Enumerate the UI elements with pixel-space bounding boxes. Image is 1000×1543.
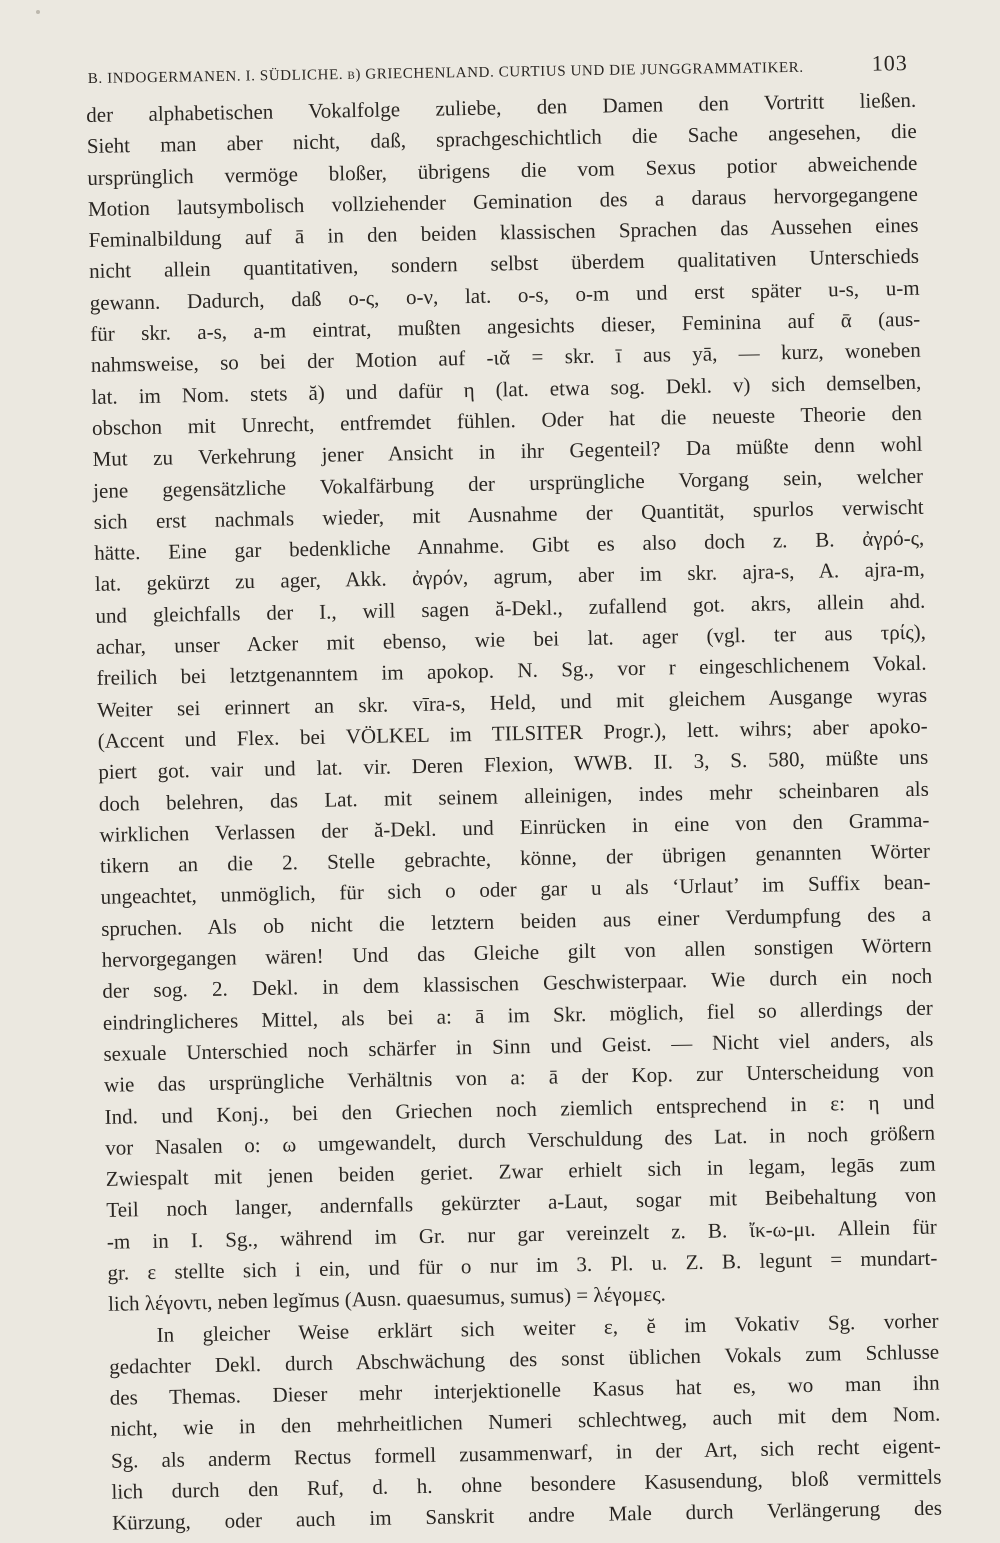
text-line: nahmsweise, so bei der Motion auf -ιᾰ = skr. ī aus yā, — kurz, woneben <box>90 338 921 378</box>
text-line: piert got. vair und lat. vir. Deren Flexion, WWB. II. 3, S. 580, müßte uns <box>98 744 929 785</box>
running-head <box>87 35 908 88</box>
text-line: lich durch den Ruf, d. h. ohne besondere Kasusendung, bloß vermittels <box>111 1464 942 1504</box>
text-line: ungeachtet, unmöglich, für sich o oder gar u als ‘Urlaut’ im Suffix bean- <box>100 870 931 910</box>
text-line: hätte. Eine gar bedenkliche Annahme. Gibt es also doch z. B. ἀγρό-ς, <box>94 525 925 566</box>
text-line: gedachter Dekl. durch Abschwächung des sonst üblichen Vokals zum Schlusse <box>108 1339 940 1379</box>
paragraph-end-line: lich λέγοντι, neben legĭmus (Ausn. quaesumus, sumus) = λέγομες. <box>107 1281 667 1317</box>
text-line: vor Nasalen ο: ω umgewandelt, durch Verschuldung des Lat. in noch größern <box>104 1120 936 1160</box>
text-line: obschon mit Unrecht, entfremdet fühlen. Oder hat die neueste Theorie den <box>91 400 923 440</box>
paragraph-start-line: In gleicher Weise erklärt sich weiter ε, ĕ im Vokativ Sg. vorher <box>156 1308 939 1347</box>
text-line: tikern an die 2. Stelle gebrachte, könne, der übrigen genannten Wörter <box>99 838 931 878</box>
text-line: lat. im Nom. stets ă) und dafür η (lat. etwa sog. Dekl. v) sich demselben, <box>91 369 922 409</box>
text-line: -m in I. Sg., während im Gr. nur gar vereinzelt z. B. ἴκ-ω-μι. Allein für <box>106 1214 938 1254</box>
text-line: der sog. 2. Dekl. in dem klassischen Geschwisterpaar. Wie durch ein noch <box>102 963 933 1004</box>
text-line: doch belehren, das Lat. mit seinem alleinigen, indes mehr scheinbaren als <box>98 776 929 816</box>
text-line: Sg. als anderm Rectus formell zusammenwarf, in der Art, sich recht eigent- <box>110 1433 942 1473</box>
text-line: hervorgegangen wären! Und das Gleiche gilt von allen sonstigen Wörtern <box>101 932 932 972</box>
text-line: ursprünglich vermöge bloßer, übrigens die vom Sexus potior abweichende <box>87 150 918 190</box>
text-line: eindringlicheres Mittel, als bei a: ā im Skr. möglich, fiel so allerdings der <box>102 995 933 1035</box>
text-line: (Accent und Flex. bei VÖLKEL im TILSITER Progr.), lett. wihrs; aber apoko- <box>97 713 928 753</box>
text-line: spruchen. Als ob nicht die letztern beiden aus einer Verdumpfung des a <box>100 901 932 941</box>
running-head-title: B. INDOGERMANEN. I. SÜDLICHE. b) GRIECHENLAND. CURTIUS UND DIE JUNGGRAMMATIKER. <box>87 59 804 88</box>
text-line: sich erst nachmals wieder, mit Ausnahme der Quantität, spurlos verwischt <box>93 494 924 534</box>
text-line: Ind. und Konj., bei den Griechen noch ziemlich entsprechend in ε: η und <box>104 1089 935 1129</box>
text-line: Mut zu Verkehrung jener Ansicht in ihr Gegenteil? Da müßte denn wohl <box>92 431 923 472</box>
text-line: Weiter sei erinnert an skr. vīra-s, Held, und mit gleichem Ausgange wyras <box>96 682 928 722</box>
text-line: gewann. Dadurch, daß ο-ς, ο-ν, lat. o-s, o-m und erst später u-s, u-m <box>89 275 920 315</box>
body-text <box>86 85 942 1540</box>
text-line: Zwiespalt mit jenen beiden geriet. Zwar erhielt sich in legam, legās zum <box>105 1151 936 1191</box>
text-line: und gleichfalls der I., will sagen ă-Dekl., zufallend got. akrs, allein ahd. <box>95 588 926 628</box>
text-line: für skr. a-s, a-m eintrat, mußten angesichts dieser, Feminina auf ᾱ (aus- <box>90 306 921 347</box>
text-line: gr. ε stellte sich i ein, und für ο nur im 3. Pl. u. Z. B. legunt = mundart- <box>107 1245 938 1285</box>
text-line: Sieht man aber nicht, daß, sprachgeschichtlich die Sache angesehen, die <box>86 119 917 159</box>
text-line: jene gegensätzliche Vokalfärbung der ursprüngliche Vorgang sein, welcher <box>92 463 924 503</box>
text-line: Kürzung, oder auch im Sanskrit andre Male durch Verlängerung des <box>111 1495 943 1536</box>
text-line: nicht allein quantitativen, sondern selbst überdem qualitativen Unterschieds <box>88 244 920 284</box>
text-line: der alphabetischen Vokalfolge zuliebe, den Damen den Vortritt ließen. <box>86 87 917 127</box>
text-line: Teil noch langer, andernfalls gekürzter a-Laut, sogar mit Beibehaltung von <box>106 1182 937 1223</box>
text-line: des Themas. Dieser mehr interjektionelle Kasus hat es, wo man ihn <box>109 1370 940 1410</box>
text-line: Feminalbildung auf ā in den beiden klassischen Sprachen das Aussehen eines <box>88 212 919 253</box>
paper-spot <box>36 10 40 14</box>
page-number: 103 <box>871 50 908 76</box>
text-line: freilich bei letztgenanntem im apokop. N. Sg., vor r eingeschlichenem Vokal. <box>96 651 927 691</box>
text-line: achar, unser Acker mit ebenso, wie bei lat. ager (vgl. ter aus τρίς), <box>95 619 927 659</box>
text-line: wirklichen Verlassen der ă-Dekl. und Einrücken in eine von den Gramma- <box>99 807 930 847</box>
text-line: wie das ursprüngliche Verhältnis von a: ā der Kop. zur Unterscheidung von <box>103 1057 935 1098</box>
text-line: nicht, wie in den mehrheitlichen Numeri schlechtweg, auch mit dem Nom. <box>110 1402 941 1442</box>
text-line: Motion lautsymbolisch vollziehender Gemination des a daraus hervorgegangene <box>87 181 919 221</box>
text-line: sexuale Unterschied noch schärfer in Sinn und Geist. — Nicht viel anders, als <box>103 1026 934 1066</box>
text-line: lat. gekürzt zu ager, Akk. ἀγρόν, agrum, aber im skr. ajra-s, A. ajra-m, <box>94 557 925 597</box>
